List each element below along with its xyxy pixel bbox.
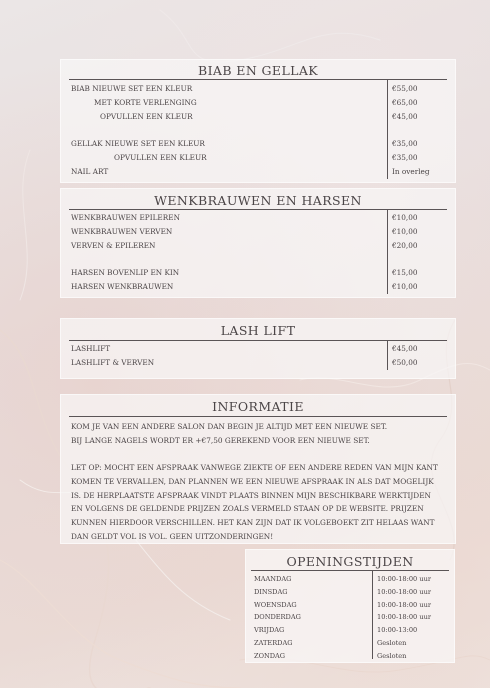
- service-price: €50,00: [392, 357, 418, 367]
- service-price: €35,00: [392, 139, 418, 149]
- brows-title: WENKBRAUWEN EN HARSEN: [69, 189, 447, 210]
- info-cancellation-policy: LET OP: MOCHT EEN AFSPRAAK VANWEGE ZIEKTE OF EEN ANDERE REDEN VAN MIJN KANT KOMEN TE VERVALLEN, DAN PLANNEN WE EEN NIEUWE AFSPRAAK IN ALS DAT MOGELIJK IS. DE HERPLAATSTE AFSPRAAK VINDT PLAATS BINNEN MIJN BESCHIKBARE WERKTIJDEN EN VOLGENS DE GELDENDE PRIJZEN ZOALS VERMELD STAAN OP DE WEBSITE. PRIJZEN KUNNEN HIERDOOR VERSCHILLEN. HET KAN ZIJN DAT IK VOLGEBOEKT ZIT HELAAS WANT DAN GELDT VOL IS VOL. GEEN UITZONDERINGEN!: [71, 463, 438, 541]
- day-name: MAANDAG: [254, 575, 292, 583]
- service-price: €10,00: [392, 213, 418, 222]
- column-divider: [387, 80, 388, 179]
- service-name: LASHLIFT & VERVEN: [71, 357, 155, 367]
- hours-row: [251, 586, 449, 599]
- service-name: HARSEN WENKBRAUWEN: [71, 281, 174, 291]
- price-row: [69, 239, 447, 253]
- price-row: [69, 110, 447, 124]
- service-name: OPVULLEN EEN KLEUR: [100, 111, 193, 121]
- service-price: €35,00: [392, 152, 418, 162]
- info-title: INFORMATIE: [69, 395, 447, 417]
- day-hours: Gesloten: [377, 651, 407, 660]
- service-name: HARSEN BOVENLIP EN KIN: [71, 268, 180, 278]
- day-name: DONDERDAG: [254, 613, 301, 622]
- service-price: €55,00: [392, 84, 418, 93]
- hours-list: [251, 571, 449, 663]
- info-line-1: KOM JE VAN EEN ANDERE SALON DAN BEGIN JE ALTIJD MET EEN NIEUWE SET.: [71, 422, 388, 431]
- service-price: €45,00: [392, 344, 418, 353]
- lash-lift-panel: [60, 318, 456, 379]
- service-name: OPVULLEN EEN KLEUR: [114, 152, 207, 162]
- service-name: NAIL ART: [71, 166, 109, 176]
- price-row-spacer: [69, 123, 447, 137]
- opening-hours-panel: [245, 549, 455, 663]
- service-name: MET KORTE VERLENGING: [94, 97, 197, 107]
- price-row: [69, 280, 447, 294]
- day-hours: Gesloten: [377, 638, 407, 647]
- service-name: LASHLIFT: [71, 344, 111, 353]
- service-name: GELLAK NIEUWE SET EEN KLEUR: [71, 139, 205, 149]
- service-name: VERVEN & EPILEREN: [71, 240, 156, 250]
- column-divider: [387, 341, 388, 370]
- service-price: €15,00: [392, 268, 418, 278]
- day-name: WOENSDAG: [254, 600, 297, 609]
- info-text: [69, 417, 447, 543]
- service-name: WENKBRAUWEN VERVEN: [71, 226, 173, 236]
- biab-price-list: [69, 80, 447, 179]
- price-row-spacer: [69, 252, 447, 266]
- day-hours: 10:00-18:00 uur: [377, 613, 431, 622]
- service-price: €65,00: [392, 97, 418, 107]
- info-panel: [60, 394, 456, 544]
- hours-row: [251, 624, 449, 637]
- price-row: [69, 342, 447, 356]
- hours-row: [251, 650, 449, 663]
- biab-title: BIAB EN GELLAK: [69, 60, 447, 80]
- info-line-2: BIJ LANGE NAGELS WORDT ER +€7,50 GEREKEND VOOR EEN NIEUWE SET.: [71, 435, 370, 445]
- service-price: €45,00: [392, 111, 418, 121]
- day-hours: 10:00-18:00 uur: [377, 575, 431, 583]
- day-name: DINSDAG: [254, 587, 288, 596]
- service-price: €10,00: [392, 226, 418, 236]
- price-row: [69, 211, 447, 225]
- price-row: [69, 225, 447, 239]
- day-hours: 10:00-18:00 uur: [377, 600, 431, 609]
- column-divider: [372, 571, 373, 659]
- price-row: [69, 266, 447, 280]
- service-name: BIAB NIEUWE SET EEN KLEUR: [71, 84, 193, 93]
- price-row: [69, 165, 447, 179]
- service-price: €20,00: [392, 240, 418, 250]
- brows-waxing-panel: [60, 188, 456, 298]
- day-name: ZATERDAG: [254, 638, 293, 647]
- price-row: [69, 96, 447, 110]
- service-name: WENKBRAUWEN EPILEREN: [71, 213, 180, 222]
- hours-row: [251, 637, 449, 650]
- lash-price-list: [69, 341, 447, 370]
- price-row: [69, 82, 447, 96]
- day-name: VRIJDAG: [254, 626, 285, 635]
- service-price: €10,00: [392, 281, 418, 291]
- day-name: ZONDAG: [254, 651, 286, 660]
- hours-row: [251, 573, 449, 586]
- biab-gellak-panel: [60, 59, 456, 183]
- day-hours: 10:00-18:00 uur: [377, 587, 431, 596]
- hours-title: OPENINGSTIJDEN: [251, 550, 449, 571]
- service-price: In overleg: [392, 166, 430, 176]
- column-divider: [387, 210, 388, 294]
- brows-price-list: [69, 210, 447, 294]
- hours-row: [251, 599, 449, 612]
- price-row: [69, 151, 447, 165]
- day-hours: 10:00-13:00: [377, 626, 418, 635]
- price-row: [69, 356, 447, 370]
- hours-row: [251, 611, 449, 624]
- price-row: [69, 137, 447, 151]
- lash-title: LASH LIFT: [69, 319, 447, 341]
